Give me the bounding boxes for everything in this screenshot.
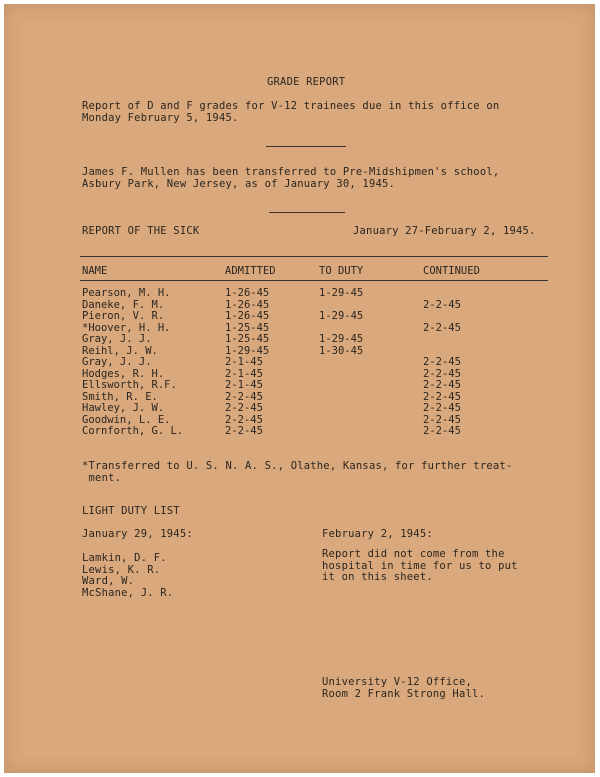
light-duty-names: Lamkin, D. F. Lewis, K. R. Ward, W. McShane, J. R. bbox=[82, 552, 174, 599]
divider-1 bbox=[266, 146, 346, 147]
divider-2 bbox=[269, 212, 345, 213]
column-header-continued: CONTINUED bbox=[423, 265, 480, 277]
admitted-date: 2-1-45 bbox=[225, 379, 263, 391]
table-top-rule bbox=[80, 256, 548, 257]
admitted-date: 1-26-45 bbox=[225, 298, 270, 311]
admitted-date: 1-29-45 bbox=[225, 344, 270, 357]
grade-report-paragraph: Report of D and F grades for V-12 trainees due in this office on Monday February 5, 1945. bbox=[82, 100, 500, 124]
admitted-date: 1-25-45 bbox=[225, 321, 270, 334]
continued-date: 2-2-45 bbox=[423, 379, 461, 391]
sick-report-date-range: January 27-February 2, 1945. bbox=[353, 225, 536, 237]
admitted-date: 2-2-45 bbox=[225, 402, 263, 414]
to-duty-date: 1-29-45 bbox=[319, 310, 364, 322]
sick-table-body bbox=[82, 288, 552, 438]
admitted-date: 2-1-45 bbox=[225, 356, 263, 368]
sick-report-heading: REPORT OF THE SICK bbox=[82, 225, 200, 237]
admitted-date: 1-26-45 bbox=[225, 310, 270, 322]
transfer-paragraph: James F. Mullen has been transferred to Pre-Midshipmen's school, Asbury Park, New Jersey, as of January 30, 1945. bbox=[82, 166, 500, 190]
office-signature: University V-12 Office, Room 2 Frank Strong Hall. bbox=[322, 676, 486, 700]
patient-name: Reihl, J. W. bbox=[82, 344, 158, 357]
document-page bbox=[4, 4, 595, 773]
patient-name: Hodges, R. H. bbox=[82, 367, 165, 380]
patient-name: Gray, J. J. bbox=[82, 356, 152, 368]
patient-name: Pieron, V. R. bbox=[82, 310, 165, 322]
to-duty-date: 1-30-45 bbox=[319, 344, 364, 357]
table-row bbox=[82, 334, 552, 346]
admitted-date: 2-1-45 bbox=[225, 367, 263, 380]
table-row bbox=[82, 380, 552, 392]
patient-name: Cornforth, G. L. bbox=[82, 425, 184, 437]
admitted-date: 1-26-45 bbox=[225, 287, 270, 299]
patient-name: Goodwin, L. E. bbox=[82, 413, 171, 426]
table-row bbox=[82, 323, 552, 335]
page-title: GRADE REPORT bbox=[267, 76, 346, 88]
admitted-date: 2-2-45 bbox=[225, 413, 263, 426]
column-header-to-duty: TO DUTY bbox=[319, 265, 364, 277]
light-duty-note: Report did not come from the hospital in time for us to put it on this sheet. bbox=[322, 548, 518, 583]
light-duty-date-2: February 2, 1945: bbox=[322, 528, 433, 540]
continued-date: 2-2-45 bbox=[423, 402, 461, 414]
table-row bbox=[82, 346, 552, 358]
continued-date: 2-2-45 bbox=[423, 356, 461, 368]
table-row bbox=[82, 288, 552, 300]
patient-name: Daneke, F. M. bbox=[82, 298, 165, 311]
transfer-footnote: *Transferred to U. S. N. A. S., Olathe, Kansas, for further treat- ment. bbox=[82, 460, 513, 484]
table-row bbox=[82, 357, 552, 369]
to-duty-date: 1-29-45 bbox=[319, 333, 364, 345]
admitted-date: 1-25-45 bbox=[225, 333, 270, 345]
patient-name: *Hoover, H. H. bbox=[82, 321, 171, 334]
continued-date: 2-2-45 bbox=[423, 413, 461, 426]
table-row bbox=[82, 426, 552, 438]
table-row bbox=[82, 311, 552, 323]
table-row bbox=[82, 403, 552, 415]
continued-date: 2-2-45 bbox=[423, 367, 461, 380]
patient-name: Ellsworth, R.F. bbox=[82, 379, 177, 391]
column-header-admitted: ADMITTED bbox=[225, 265, 276, 277]
continued-date: 2-2-45 bbox=[423, 425, 461, 437]
admitted-date: 2-2-45 bbox=[225, 425, 263, 437]
continued-date: 2-2-45 bbox=[423, 321, 461, 334]
table-header-rule bbox=[80, 280, 548, 281]
patient-name: Hawley, J. W. bbox=[82, 402, 165, 414]
continued-date: 2-2-45 bbox=[423, 298, 461, 311]
continued-date: 2-2-45 bbox=[423, 390, 461, 403]
light-duty-date-1: January 29, 1945: bbox=[82, 528, 193, 540]
column-header-name: NAME bbox=[82, 265, 108, 277]
patient-name: Gray, J. J. bbox=[82, 333, 152, 345]
light-duty-heading: LIGHT DUTY LIST bbox=[82, 505, 180, 517]
to-duty-date: 1-29-45 bbox=[319, 287, 364, 299]
admitted-date: 2-2-45 bbox=[225, 390, 263, 403]
patient-name: Pearson, M. H. bbox=[82, 287, 171, 299]
patient-name: Smith, R. E. bbox=[82, 390, 158, 403]
